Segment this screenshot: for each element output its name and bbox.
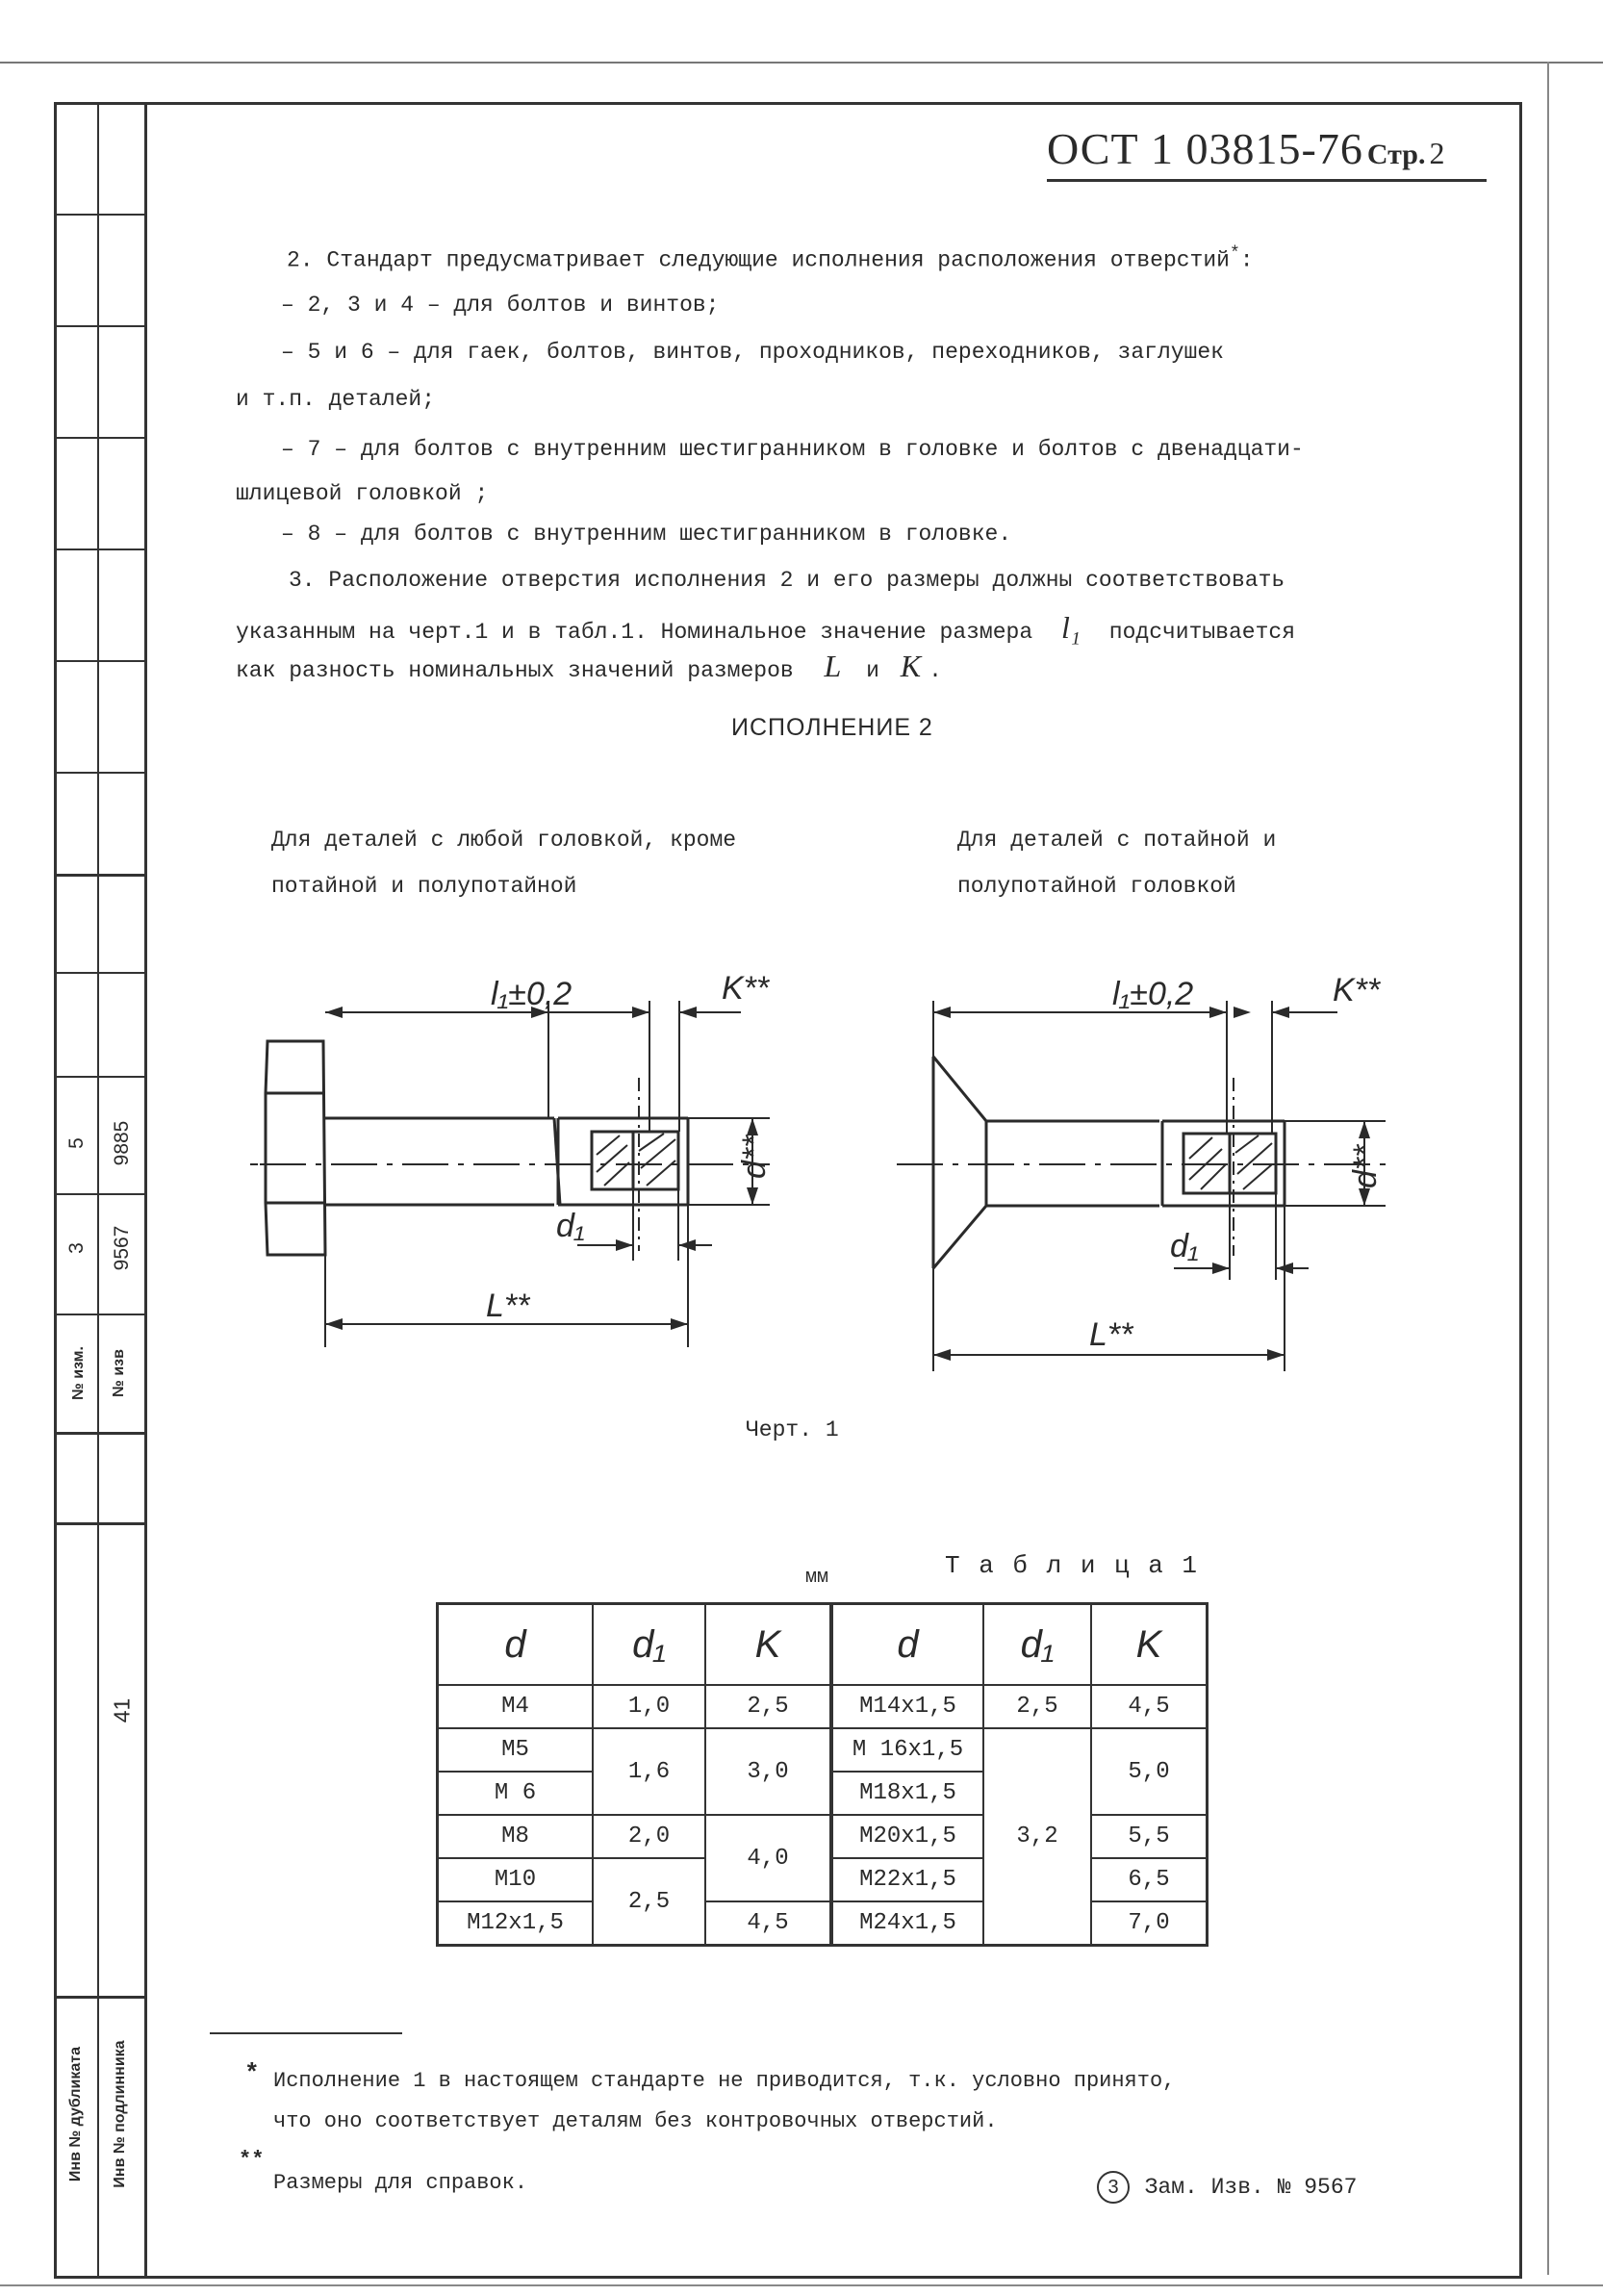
page-header <box>1047 123 1489 174</box>
col-header-d: d <box>438 1604 594 1686</box>
symbol-L: L <box>824 649 842 683</box>
drawing-hex-bolt <box>250 962 827 1366</box>
cell-d-right: М18х1,5 <box>831 1772 983 1815</box>
right-edge-line <box>1547 62 1549 2275</box>
cell-d1: 2,0 <box>593 1815 705 1858</box>
cell-d: М4 <box>438 1685 594 1728</box>
clause-2-text: 2. Стандарт предусматривает следующие исполнения расположения отверстий <box>287 247 1230 273</box>
clause-2-colon: : <box>1239 247 1254 273</box>
cell-d-right: М24х1,5 <box>831 1901 983 1946</box>
col-header-d-right: d <box>831 1604 983 1686</box>
dim-L-2: L** <box>1089 1316 1133 1353</box>
strip-rule <box>54 548 144 550</box>
cell-k: 4,0 <box>705 1815 831 1901</box>
table-title: Т а б л и ц а 1 <box>945 1551 1200 1580</box>
cell-d: М12х1,5 <box>438 1901 594 1946</box>
clause-2-item-2-line-2: и т.п. деталей; <box>236 387 436 412</box>
left-drawing-caption-1: Для деталей с любой головкой, кроме <box>271 828 737 853</box>
footnote-ref-1: * <box>1229 244 1240 264</box>
cell-k: 4,5 <box>705 1901 831 1946</box>
change-note <box>1097 2171 1357 2204</box>
strip-rule <box>54 1076 144 1078</box>
cell-k-right: 6,5 <box>1091 1858 1208 1901</box>
dim-d1: d₁ <box>556 1208 585 1244</box>
symbol-K: K <box>900 649 922 683</box>
right-drawing-caption-1: Для деталей с потайной и <box>957 828 1277 853</box>
table-row <box>438 1901 1208 1946</box>
footnote-1-line-2: что оно соответствует деталям без контровочных отверстий. <box>273 2109 998 2133</box>
table-header-row <box>438 1604 1208 1686</box>
margin-change-1: 3 <box>65 1242 88 1254</box>
clause-3-and: и <box>866 658 879 683</box>
table-unit: мм <box>805 1567 829 1589</box>
margin-label-orig: Инв № подлинника <box>112 2040 128 2188</box>
clause-3-line-1: 3. Расположение отверстия исполнения 2 и его размеры должны соответствовать <box>289 568 1285 593</box>
clause-3-end: . <box>929 658 942 683</box>
cell-k-right: 4,5 <box>1091 1685 1208 1728</box>
strip-rule <box>54 1432 144 1435</box>
change-circle: 3 <box>1097 2171 1130 2204</box>
section-title: ИСПОЛНЕНИЕ 2 <box>731 714 933 741</box>
strip-rule <box>54 1193 144 1195</box>
dim-d: d** <box>736 1135 773 1179</box>
cell-k-right: 5,0 <box>1091 1728 1208 1815</box>
cell-d-right: М22х1,5 <box>831 1858 983 1901</box>
margin-label-notice: № изв <box>111 1349 127 1397</box>
right-drawing-caption-2: полупотайной головкой <box>957 874 1236 899</box>
footnote-mark-1: * <box>244 2059 260 2088</box>
cell-d1: 2,5 <box>593 1858 705 1946</box>
strip-rule <box>54 772 144 774</box>
clause-3-text-a: указанным на черт.1 и в табл.1. Номинальное значение размера <box>236 620 1033 645</box>
symbol-l1: l₁ <box>1060 610 1081 645</box>
table-row <box>438 1685 1208 1728</box>
dim-k: K** <box>722 970 770 1007</box>
drawing-countersunk-bolt <box>895 962 1472 1386</box>
cell-d: М5 <box>438 1728 594 1772</box>
strip-rule <box>54 1522 144 1525</box>
margin-strip <box>54 102 144 2279</box>
dim-L: L** <box>486 1288 530 1324</box>
footnote-rule <box>210 2032 402 2034</box>
cell-d-right: М 16х1,5 <box>831 1728 983 1772</box>
strip-rule <box>54 660 144 662</box>
col-header-d1-right: d₁ <box>983 1604 1091 1686</box>
dim-d1-2: d₁ <box>1170 1228 1199 1264</box>
margin-change-2: 5 <box>65 1137 88 1149</box>
clause-2-intro <box>287 245 1489 272</box>
page-label: Стр. <box>1366 139 1426 170</box>
figure-caption: Черт. 1 <box>746 1417 839 1442</box>
page-number: 2 <box>1429 136 1445 170</box>
cell-d1: 1,6 <box>593 1728 705 1815</box>
dim-k-2: K** <box>1333 972 1381 1008</box>
col-header-k: K <box>705 1604 831 1686</box>
footnote-1-line-1: Исполнение 1 в настоящем стандарте не приводится, т.к. условно принято, <box>273 2069 1176 2093</box>
col-header-k-right: K <box>1091 1604 1208 1686</box>
clause-2-item-3-line-1: – 7 – для болтов с внутренним шестигранником в головке и болтов с двенадцати- <box>281 437 1304 462</box>
clause-2-item-3-line-2: шлицевой головкой ; <box>236 481 489 506</box>
margin-label-dup: Инв № дубликата <box>67 2046 84 2182</box>
clause-3-text-c: как разность номинальных значений размеров <box>236 658 794 683</box>
strip-rule <box>54 325 144 327</box>
bottom-edge-line <box>0 2284 1603 2286</box>
cell-k-right: 5,5 <box>1091 1815 1208 1858</box>
clause-3-text-b: подсчитывается <box>1108 620 1296 645</box>
left-drawing-caption-2: потайной и полупотайной <box>271 874 577 899</box>
strip-rule <box>54 874 144 877</box>
footnote-mark-2: ** <box>239 2148 265 2172</box>
cell-d: М8 <box>438 1815 594 1858</box>
margin-label-change: № изм. <box>70 1346 87 1400</box>
footnote-2: Размеры для справок. <box>273 2171 528 2195</box>
top-edge-line <box>0 62 1603 64</box>
cell-d: М10 <box>438 1858 594 1901</box>
strip-rule <box>54 1314 144 1315</box>
table-row <box>438 1815 1208 1858</box>
cell-d1-right: 3,2 <box>983 1728 1091 1946</box>
cell-k-right: 7,0 <box>1091 1901 1208 1946</box>
cell-d-right: М20х1,5 <box>831 1815 983 1858</box>
cell-d1-right: 2,5 <box>983 1685 1091 1728</box>
cell-k: 3,0 <box>705 1728 831 1815</box>
margin-notice-1: 9567 <box>111 1225 133 1271</box>
dim-d-2: d** <box>1347 1144 1384 1188</box>
strip-rule <box>54 1996 144 1999</box>
col-header-d1: d₁ <box>593 1604 705 1686</box>
header-underline <box>1047 179 1487 182</box>
clause-2-item-2-line-1: – 5 и 6 – для гаек, болтов, винтов, проходников, переходников, заглушек <box>281 340 1224 365</box>
cell-k: 2,5 <box>705 1685 831 1728</box>
cell-d-right: М14х1,5 <box>831 1685 983 1728</box>
table-row <box>438 1728 1208 1772</box>
cell-d1: 1,0 <box>593 1685 705 1728</box>
strip-rule <box>54 214 144 216</box>
clause-2-item-4: – 8 – для болтов с внутренним шестигранником в головке. <box>281 522 1012 547</box>
clause-3-line-3 <box>236 651 1438 682</box>
change-text: Зам. Изв. № 9567 <box>1144 2175 1358 2200</box>
table-1 <box>436 1602 1209 1947</box>
strip-rule <box>54 437 144 439</box>
clause-2-item-1: – 2, 3 и 4 – для болтов и винтов; <box>281 293 720 318</box>
cell-d: М 6 <box>438 1772 594 1815</box>
dim-l1: l₁±0,2 <box>491 976 572 1012</box>
standard-code: ОСТ 1 03815-76 <box>1047 124 1363 173</box>
margin-sheet-no: 41 <box>109 1697 135 1723</box>
clause-3-line-2 <box>236 612 1438 644</box>
dim-l1-2: l₁±0,2 <box>1112 976 1194 1012</box>
strip-divider <box>97 102 99 2279</box>
strip-rule <box>54 972 144 974</box>
margin-notice-2: 9885 <box>111 1120 133 1166</box>
